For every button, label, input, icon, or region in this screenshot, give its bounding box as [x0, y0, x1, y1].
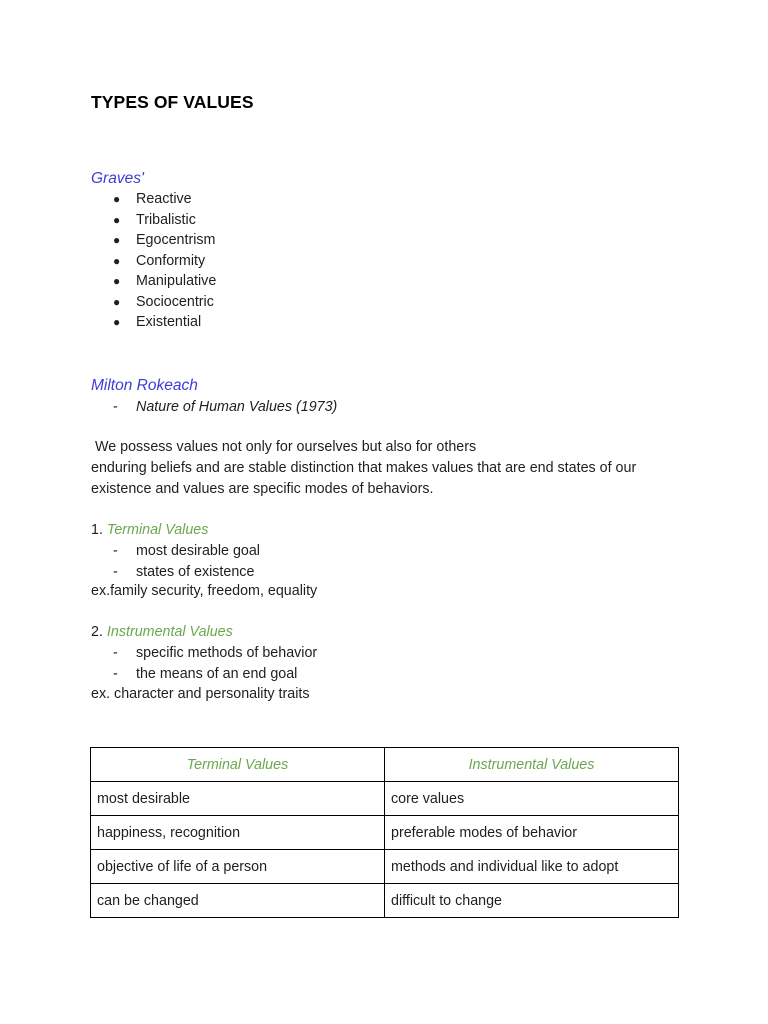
graves-heading: Graves'	[91, 170, 144, 187]
bullet-icon: ●	[113, 192, 121, 206]
list-item: ● Manipulative	[91, 271, 216, 292]
dash-icon: -	[113, 563, 118, 580]
rokeach-list	[91, 397, 337, 418]
terminal-number: 1.	[91, 522, 103, 538]
list-item: ● Conformity	[91, 251, 216, 272]
rokeach-heading: Milton Rokeach	[91, 377, 198, 394]
list-item: ● Reactive	[91, 189, 216, 210]
instrumental-list	[91, 643, 317, 684]
list-item: - Nature of Human Values (1973)	[91, 397, 337, 418]
comparison-table	[90, 747, 679, 918]
list-item: ● Sociocentric	[91, 292, 216, 313]
bullet-icon: ●	[113, 274, 121, 288]
list-item: - states of existence	[91, 562, 260, 583]
rokeach-paragraph-line-1: We possess values not only for ourselves but also for others	[91, 439, 477, 455]
bullet-icon: ●	[113, 315, 121, 329]
table-row	[91, 816, 679, 850]
table-cell: happiness, recognition	[91, 816, 385, 850]
table-row	[91, 782, 679, 816]
document-title: TYPES OF VALUES	[91, 92, 254, 112]
list-item: - the means of an end goal	[91, 664, 317, 685]
bullet-icon: ●	[113, 212, 121, 227]
rokeach-paragraph-line-3: existence and values are specific modes of behaviors.	[91, 481, 434, 497]
dash-icon: -	[113, 645, 118, 661]
dash-icon: -	[113, 399, 118, 415]
instrumental-example: ex. character and personality traits	[91, 686, 310, 702]
list-item: ● Tribalistic	[91, 210, 216, 231]
table-cell: can be changed	[91, 884, 385, 918]
rokeach-paragraph-line-2: enduring beliefs and are stable distinction that makes values that are end states of our	[91, 460, 637, 476]
instrumental-label: Instrumental Values	[106, 624, 233, 640]
bullet-icon: ●	[113, 253, 121, 268]
table-header-row	[91, 748, 679, 782]
dash-icon: -	[113, 665, 118, 682]
list-item: - specific methods of behavior	[91, 643, 317, 664]
instrumental-number: 2.	[91, 624, 103, 640]
table-row	[91, 850, 679, 884]
list-item: - most desirable goal	[91, 541, 260, 562]
bullet-icon: ●	[113, 294, 121, 309]
list-item: ● Egocentrism	[91, 230, 216, 251]
graves-list	[91, 189, 216, 333]
table-row	[91, 884, 679, 918]
dash-icon: -	[113, 543, 118, 559]
table-header-terminal: Terminal Values	[91, 748, 385, 782]
table-cell: methods and individual like to adopt	[385, 850, 679, 884]
terminal-list	[91, 541, 260, 582]
table-cell: difficult to change	[385, 884, 679, 918]
list-item: ● Existential	[91, 312, 216, 333]
table-cell: most desirable	[91, 782, 385, 816]
terminal-example: ex.family security, freedom, equality	[91, 583, 318, 599]
instrumental-values-heading	[91, 622, 233, 643]
terminal-label: Terminal Values	[106, 522, 209, 538]
table-cell: preferable modes of behavior	[385, 816, 679, 850]
table-cell: core values	[385, 782, 679, 816]
terminal-values-heading	[91, 520, 208, 541]
bullet-icon: ●	[113, 233, 121, 247]
table-header-instrumental: Instrumental Values	[385, 748, 679, 782]
table-cell: objective of life of a person	[91, 850, 385, 884]
